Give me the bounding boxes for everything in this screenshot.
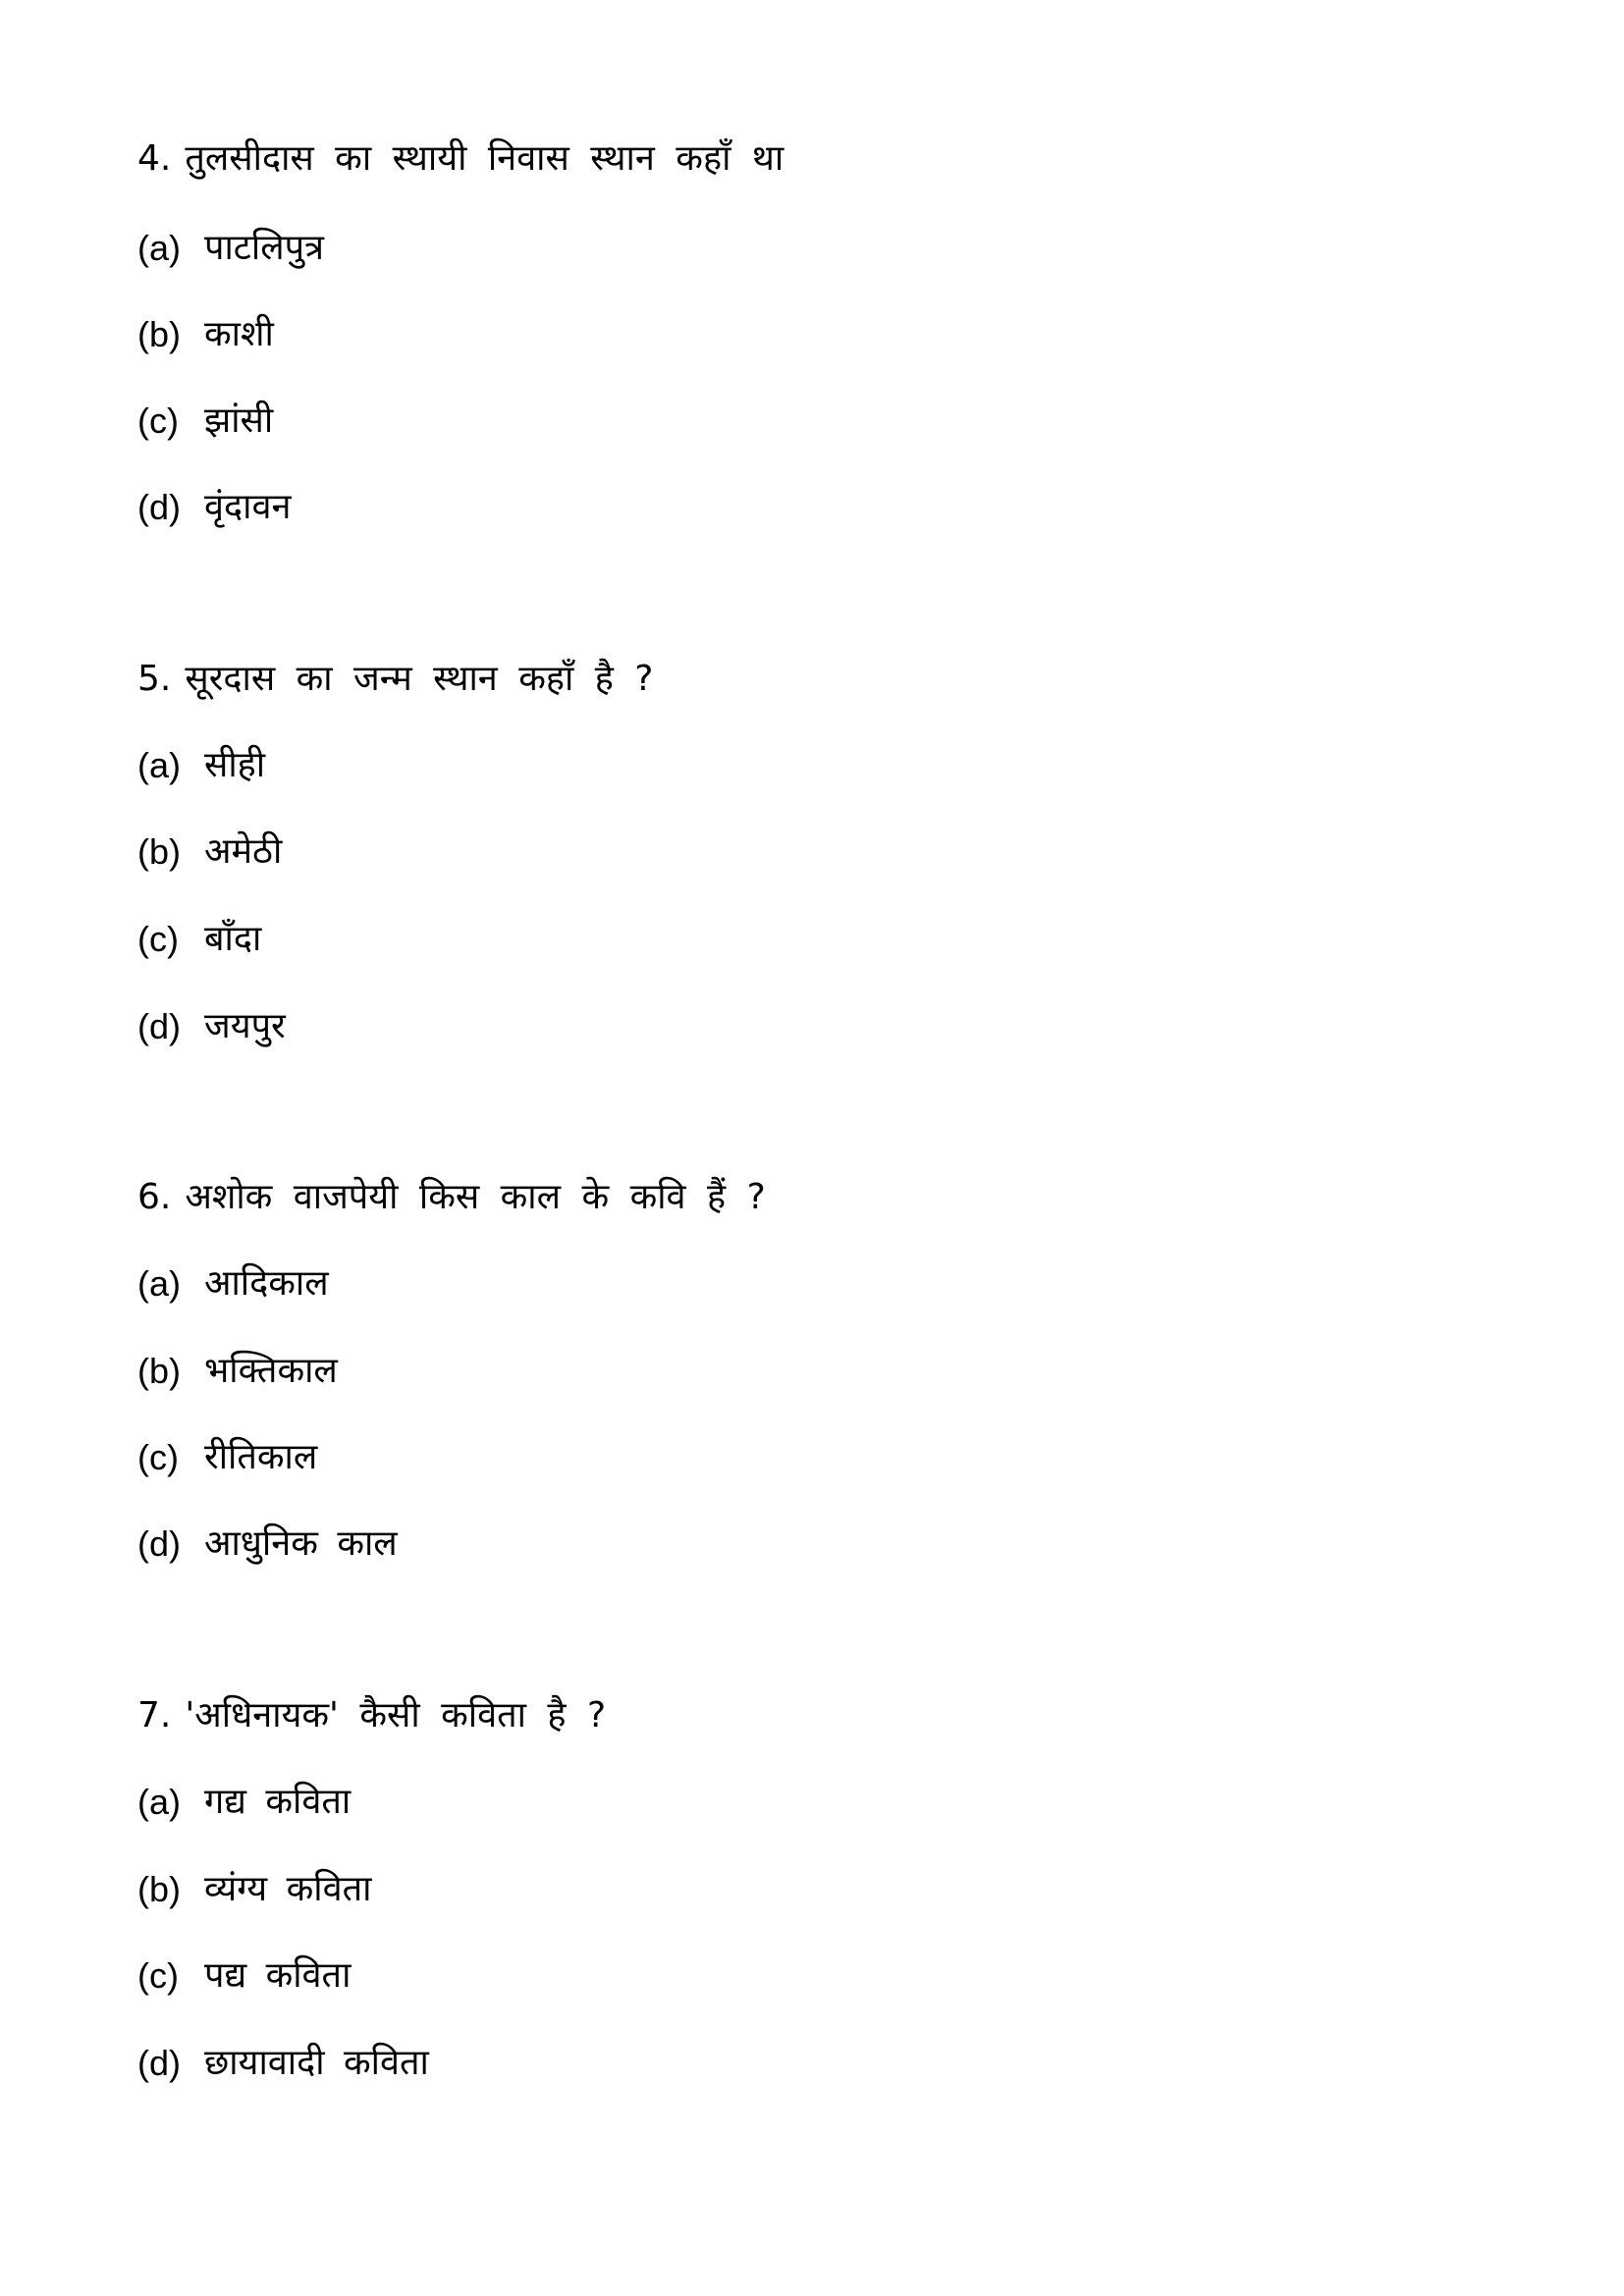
- option-d: [137, 1515, 398, 1574]
- option-text: बाँदा: [204, 919, 262, 959]
- option-c: [137, 910, 261, 969]
- option-text: आदिकाल: [204, 1263, 329, 1304]
- question-text: 'अधिनायक' कैसी कविता है ?: [185, 1695, 607, 1735]
- option-label: (d): [137, 487, 181, 527]
- question-stem: [137, 650, 653, 709]
- option-label: (c): [137, 1437, 179, 1477]
- question-number: 4.: [137, 138, 172, 179]
- option-b: [137, 1860, 371, 1919]
- option-label: (c): [137, 400, 179, 441]
- option-text: व्यंग्य कविता: [204, 1869, 372, 1909]
- option-text: रीतिकाल: [204, 1437, 318, 1477]
- option-label: (a): [137, 1263, 181, 1304]
- question-stem: [137, 1168, 766, 1227]
- option-text: भक्तिकाल: [204, 1351, 338, 1391]
- option-d: [137, 478, 291, 537]
- question-text: अशोक वाजपेयी किस काल के कवि हैं ?: [185, 1177, 766, 1217]
- option-label: (b): [137, 1351, 181, 1391]
- option-b: [137, 305, 274, 364]
- option-text: छायावादी कविता: [204, 2043, 429, 2083]
- option-label: (a): [137, 1782, 181, 1822]
- question-text: तुलसीदास का स्थायी निवास स्थान कहाँ था: [185, 138, 785, 179]
- option-label: (c): [137, 1955, 179, 1996]
- question-stem: [137, 1686, 606, 1745]
- option-label: (a): [137, 745, 181, 785]
- option-c: [137, 1947, 351, 2005]
- option-a: [137, 219, 324, 278]
- option-text: झांसी: [204, 400, 274, 441]
- question-number: 7.: [137, 1695, 172, 1735]
- option-text: सीही: [204, 745, 266, 785]
- option-b: [137, 1342, 338, 1401]
- question-number: 5.: [137, 659, 172, 699]
- option-label: (b): [137, 314, 181, 354]
- option-text: पाटलिपुत्र: [204, 228, 324, 268]
- option-text: पद्य कविता: [204, 1955, 352, 1996]
- option-text: जयपुर: [204, 1006, 286, 1046]
- question-stem: [137, 130, 784, 188]
- option-text: आधुनिक काल: [204, 1523, 398, 1564]
- option-text: वृंदावन: [204, 487, 292, 527]
- option-label: (c): [137, 919, 179, 959]
- option-label: (d): [137, 1006, 181, 1046]
- option-c: [137, 1428, 317, 1487]
- question-number: 6.: [137, 1177, 172, 1217]
- option-a: [137, 736, 265, 795]
- option-a: [137, 1255, 329, 1313]
- option-label: (a): [137, 228, 181, 268]
- option-text: अमेठी: [204, 831, 283, 872]
- option-label: (b): [137, 831, 181, 872]
- option-label: (d): [137, 1523, 181, 1564]
- option-d: [137, 2034, 429, 2093]
- option-b: [137, 823, 282, 881]
- option-label: (d): [137, 2043, 181, 2083]
- option-c: [137, 392, 273, 451]
- option-label: (b): [137, 1869, 181, 1909]
- option-text: गद्य कविता: [204, 1782, 352, 1822]
- question-text: सूरदास का जन्म स्थान कहाँ है ?: [185, 659, 654, 699]
- option-text: काशी: [204, 314, 274, 354]
- option-a: [137, 1773, 351, 1832]
- option-d: [137, 997, 286, 1056]
